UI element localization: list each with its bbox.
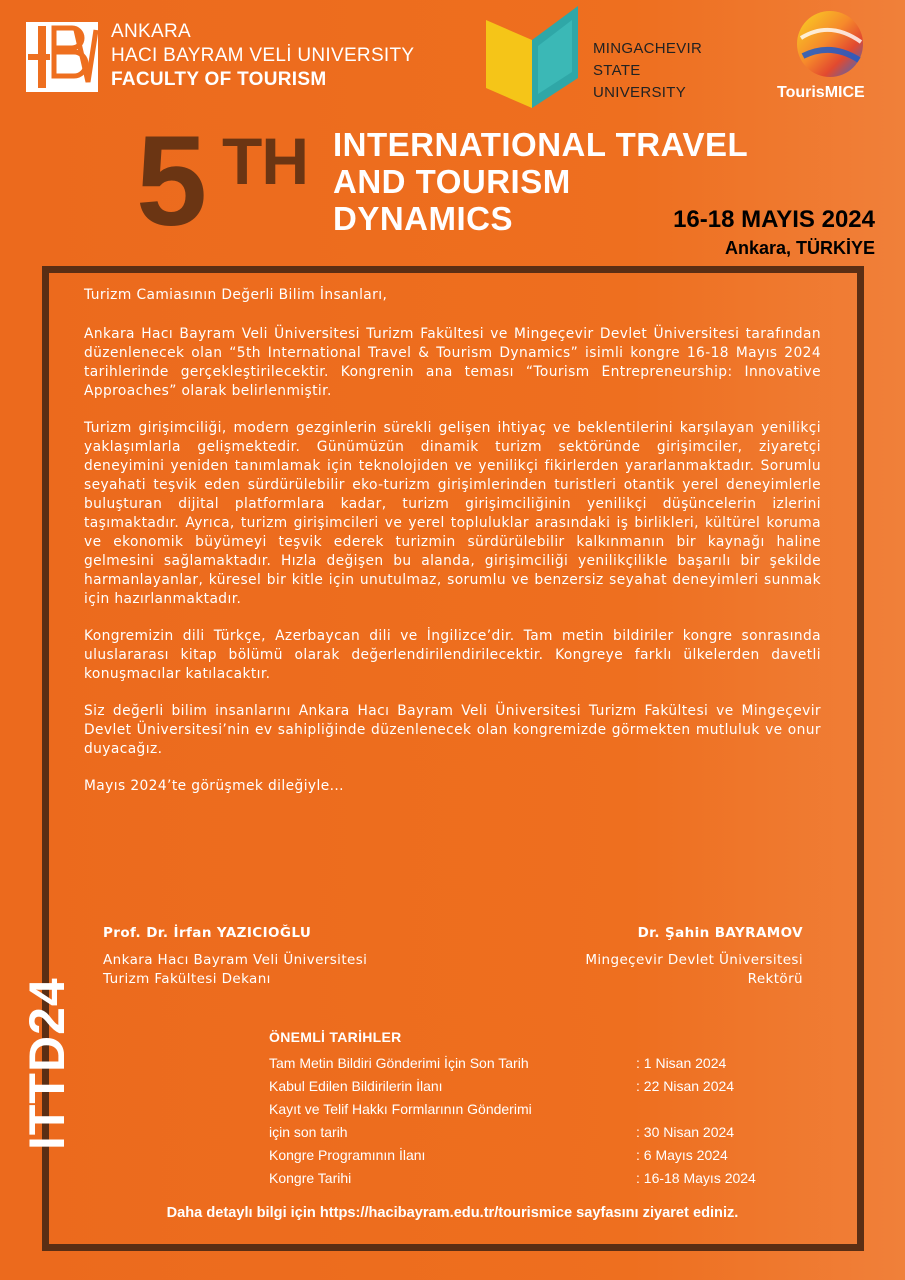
important-date-label: Kabul Edilen Bildirilerin İlanı [269, 1078, 443, 1094]
event-title-line-1: INTERNATIONAL TRAVEL [333, 126, 749, 163]
event-location: Ankara, TÜRKİYE [724, 238, 875, 258]
important-date-label: Kongre Programının İlanı [269, 1147, 426, 1163]
msu-university-name [593, 38, 702, 103]
hbv-line-3: FACULTY OF TOURISM [111, 69, 327, 90]
letter-paragraph-4: Siz değerli bilim insanlarını Ankara Hacı Bayram Veli Üniversitesi Turizm Fakültesi ve Mingeçevir Devlet Üniversitesi’nin ev sahipliğinde düzenlenecek olan kongremizde görmekten mutluluk ve onur duyacağız. [84, 703, 821, 757]
tourismice-label: TourisMICE [777, 84, 865, 101]
signature-right-name: Dr. Şahin BAYRAMOV [637, 925, 803, 941]
letter-paragraph-2: Turizm girişimciliği, modern gezginlerin sürekli gelişen ihtiyaç ve beklentilerini karşılayan yenilikçi yaklaşımlarla gelişmektedir. Günümüzün dinamik turizm sektöründe girişimciler, ziyaretçi deneyimini yeniden tanımlamak için teknolojiden ve yenilikçi fikirlerden yararlanmaktadır. Sorumlu seyahati teşvik eden sürdürülebilir eko-turizm girişimlerinden turistleri otantik yerel deneyimlerle buluşturan dijital platformlara kadar, turizm girişimciliğinin yenilikçi düşüncelerin izlerini taşımaktadır. Ayrıca, turizm girişimcileri ve yerel topluluklar arasındaki iş birlikleri, kültürel koruma ve ekonomik büyümeyi teşvik ederek turizmin sürdürülebilir kalkınmanın bir kaynağı haline gelmesini sağlamaktadır. Hızla değişen bu alanda, girişimciliği yenilikçilikle başarılı bir şekilde harmanlayanlar, küresel bir kitle için unutulmaz, sorumlu ve benzersiz seyahat deneyimleri sunmak için hazırlanmaktadır. [84, 420, 821, 607]
event-title-line-2: AND TOURISM [333, 163, 571, 200]
important-date-label: Tam Metin Bildiri Gönderimi İçin Son Tarih [269, 1055, 529, 1071]
hbv-line-2: HACI BAYRAM VELİ UNIVERSITY [111, 45, 415, 66]
signature-right-line-1: Mingeçevir Devlet Üniversitesi [585, 952, 803, 968]
important-date-row [269, 1144, 789, 1167]
letter-paragraph-3: Kongremizin dili Türkçe, Azerbaycan dili ve İngilizce’dir. Tam metin bildiriler kongre sonrasında uluslararası kitap bölümü olarak değerlendirilendirilecektir. Kongreye farklı ülkelerden davetli konuşmacılar katılacaktır. [84, 628, 821, 682]
event-title-line-3: DYNAMICS [333, 200, 514, 237]
hbv-university-name [111, 22, 414, 94]
msu-book-logo-icon [486, 6, 578, 108]
important-date-value: : 30 Nisan 2024 [636, 1124, 735, 1140]
msu-line-1: MINGACHEVIR [593, 40, 703, 57]
important-date-row [269, 1098, 789, 1121]
letter-greeting: Turizm Camiasının Değerli Bilim İnsanları, [84, 287, 388, 303]
important-date-row [269, 1121, 789, 1144]
signature-left-line-2: Turizm Fakültesi Dekanı [103, 971, 271, 987]
signature-right [585, 924, 803, 989]
important-date-label: için son tarih [269, 1124, 348, 1140]
important-dates-table [269, 1052, 789, 1190]
event-ordinal-suffix: TH [222, 124, 308, 198]
footer-info-link[interactable]: Daha detaylı bilgi için https://hacibayram.edu.tr/tourismice sayfasını ziyaret ediniz. [166, 1205, 739, 1221]
event-ordinal-number: 5 [136, 110, 205, 253]
important-date-value: : 22 Nisan 2024 [636, 1078, 735, 1094]
event-date: 16-18 MAYIS 2024 [673, 206, 875, 233]
important-date-row [269, 1075, 789, 1098]
letter-closing: Mayıs 2024’te görüşmek dileğiyle... [84, 778, 344, 794]
hbv-line-1: ANKARA [111, 21, 191, 42]
important-date-row [269, 1167, 789, 1190]
signature-left-line-1: Ankara Hacı Bayram Veli Üniversitesi [103, 952, 368, 968]
important-date-value: : 6 Mayıs 2024 [636, 1147, 728, 1163]
important-date-label: Kayıt ve Telif Hakkı Formlarının Gönderimi [269, 1101, 532, 1117]
important-date-value: : 16-18 Mayıs 2024 [636, 1170, 756, 1186]
invitation-letter [84, 286, 821, 814]
important-date-label: Kongre Tarihi [269, 1170, 352, 1186]
signature-right-line-2: Rektörü [747, 971, 803, 987]
signature-left [103, 924, 367, 989]
important-date-row [269, 1052, 789, 1075]
signature-left-name: Prof. Dr. İrfan YAZICIOĞLU [103, 925, 312, 941]
msu-line-3: UNIVERSITY [593, 83, 687, 101]
hbv-logo-icon [26, 22, 98, 92]
important-date-value: : 1 Nisan 2024 [636, 1055, 727, 1071]
ittd24-side-label: ITTD24 [19, 977, 75, 1150]
msu-line-2: STATE [593, 61, 641, 79]
tourismice-globe-icon [795, 8, 865, 80]
event-date-block [673, 206, 875, 259]
important-dates-title: ÖNEMLİ TARİHLER [269, 1029, 402, 1045]
letter-paragraph-1: Ankara Hacı Bayram Veli Üniversitesi Turizm Fakültesi ve Mingeçevir Devlet Üniversitesi tarafından düzenlenecek olan “5th International Travel & Tourism Dynamics” isimli kongre 16-18 Mayıs 2024 tarihlerinde gerçekleştirilecektir. Kongrenin ana teması “Tourism Entrepreneurship: Innovative Approaches” olarak belirlenmiştir. [84, 326, 821, 399]
